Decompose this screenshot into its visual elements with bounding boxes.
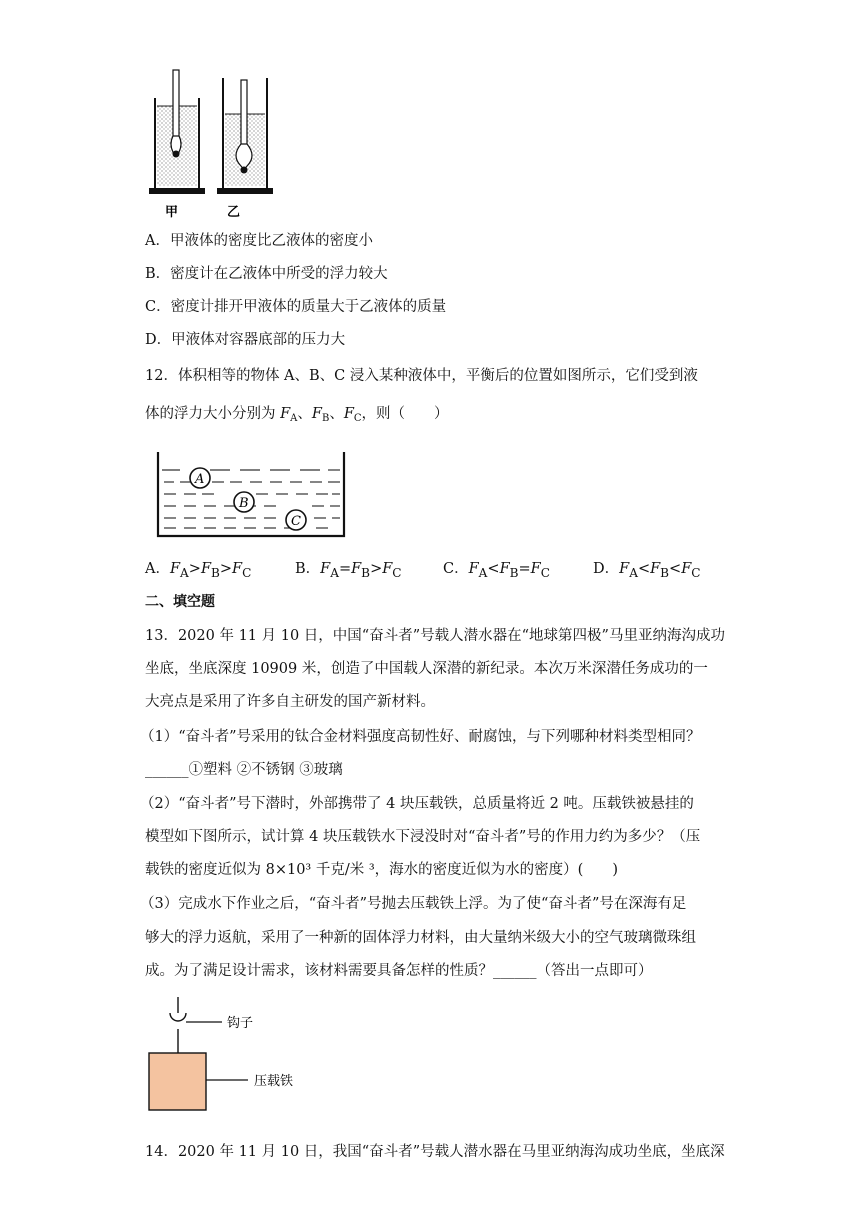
q13-line-5: ______①塑料 ②不锈钢 ③玻璃 (145, 762, 343, 778)
q12-option-d: D．$F_A<F_B<F_C$ (593, 561, 701, 580)
density-meter-figure (145, 66, 275, 226)
q13-line-1: 13．2020 年 11 月 10 日，中国“奋斗者”号载人潜水器在“地球第四极”马里亚纳海沟成功 (145, 628, 725, 644)
cylinder-yi (217, 78, 273, 194)
hook-label: 钩子 (227, 1016, 254, 1031)
label-yi: 乙 (227, 205, 241, 220)
q13-line-6: （2）“奋斗者”号下潜时，外部携带了 4 块压载铁，总质量将近 2 吨。压载铁被悬挂的 (140, 796, 694, 812)
q12-stem-line1: 12．体积相等的物体 A、B、C 浸入某种液体中，平衡后的位置如图所示，它们受到液 (145, 368, 698, 384)
q13-line-8: 载铁的密度近似为 8×10³ 千克/米 ³，海水的密度近似为水的密度）( ) (145, 862, 618, 878)
q13-line-2: 坐底，坐底深度 10909 米，创造了中国载人深潜的新纪录。本次万米深潜任务成功的一 (145, 661, 708, 677)
q13-line-4: （1）“奋斗者”号采用的钛合金材料强度高韧性好、耐腐蚀，与下列哪种材料类型相同？ (140, 729, 701, 745)
svg-text:C: C (291, 514, 301, 529)
q13-line-9: （3）完成水下作业之后，“奋斗者”号抛去压载铁上浮。为了使“奋斗者”号在深海有足 (140, 896, 687, 912)
section-title-fill-in: 二、填空题 (145, 594, 215, 610)
label-jia: 甲 (165, 205, 179, 220)
q11-option-c: C．密度计排开甲液体的质量大于乙液体的质量 (145, 299, 447, 315)
q12-option-a: A．$F_A>F_B>F_C$ (145, 561, 252, 580)
ball-b (234, 492, 254, 512)
q13-line-10: 够大的浮力返航，采用了一种新的固体浮力材料，由大量纳米级大小的空气玻璃微珠组 (145, 930, 696, 946)
q11-option-a: A．甲液体的密度比乙液体的密度小 (145, 233, 373, 249)
q13-line-7: 模型如下图所示，试计算 4 块压载铁水下浸没时对“奋斗者”号的作用力约为多少？（压 (145, 829, 701, 845)
q11-option-b: B．密度计在乙液体中所受的浮力较大 (145, 266, 388, 282)
q14-line-1: 14．2020 年 11 月 10 日，我国“奋斗者”号载人潜水器在马里亚纳海沟成功坐底，坐底深 (145, 1144, 725, 1160)
ball-a (190, 468, 210, 488)
cylinder-jia (149, 70, 205, 194)
q12-options (145, 557, 745, 580)
ballast-iron-figure (140, 995, 360, 1115)
container-balls-figure (150, 448, 350, 540)
ballast-iron-block (149, 1053, 206, 1110)
svg-text:B: B (239, 496, 249, 511)
q12-option-c: C．$F_A<F_B=F_C$ (443, 561, 550, 580)
q13-line-11: 成。为了满足设计需求，该材料需要具备怎样的性质？______（答出一点即可） (145, 963, 653, 979)
svg-text:A: A (195, 472, 205, 487)
q12-option-b: B．$F_A=F_B>F_C$ (295, 561, 402, 580)
hook-icon (170, 1013, 186, 1021)
q11-option-d: D．甲液体对容器底部的压力大 (145, 332, 346, 348)
ball-c (286, 510, 306, 530)
iron-label: 压载铁 (254, 1074, 294, 1089)
q12-stem-line2: 体的浮力大小分别为 $F_A$、$F_B$、$F_C$，则（ ） (145, 406, 449, 424)
q13-line-3: 大亮点是采用了许多自主研发的国产新材料。 (145, 694, 435, 710)
